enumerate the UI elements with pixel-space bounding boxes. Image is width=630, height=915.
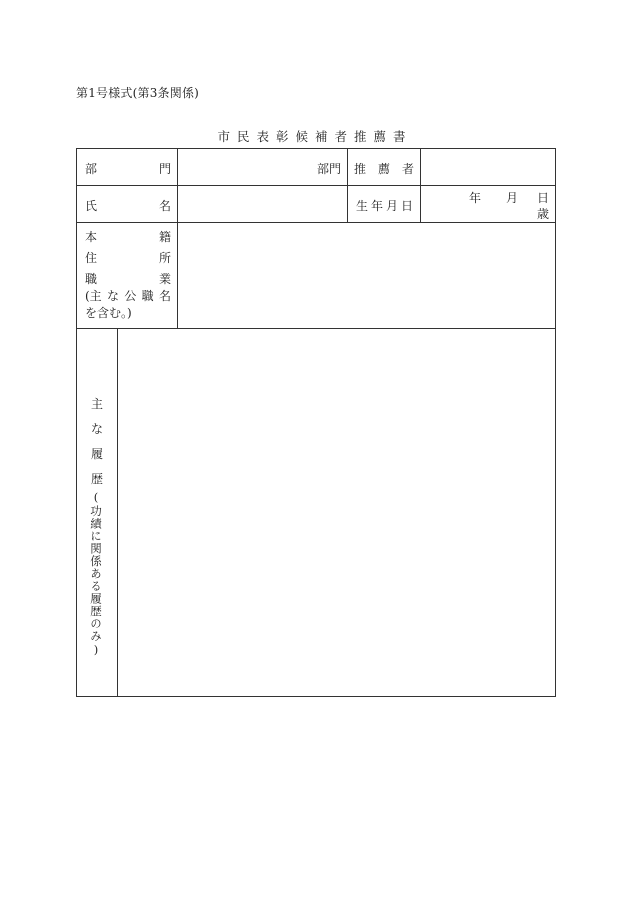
domicile-address-occupation-field[interactable]: [178, 223, 555, 328]
address-char: 住: [85, 251, 98, 265]
name-label: [85, 197, 171, 214]
birth-year-unit: 年: [469, 191, 482, 205]
department-field[interactable]: [178, 149, 347, 185]
birthdate-field[interactable]: [421, 186, 555, 222]
personal-info-labels: [85, 229, 171, 322]
age-unit: 歳: [536, 207, 549, 221]
history-note: (功績に関係ある履歴のみ): [89, 490, 103, 658]
history-label: [77, 329, 117, 696]
registered-domicile-char: 籍: [158, 230, 171, 244]
recommender-label-char: 者: [401, 162, 414, 176]
address-char: 所: [158, 251, 171, 265]
main-history-char: 歴: [90, 472, 103, 486]
recommendation-form-table: [76, 148, 556, 697]
name-label-char: 氏: [85, 199, 98, 213]
birthdate-label-char: 生: [356, 199, 369, 213]
birthdate-label-char: 年: [370, 199, 383, 213]
history-field[interactable]: [118, 329, 555, 696]
recommender-label-char: 薦: [377, 162, 390, 176]
occupation-note-end: を含む。): [85, 306, 132, 320]
occupation-note-char: 公: [124, 289, 137, 303]
birthdate-label: [356, 197, 413, 214]
main-history-char: 履: [90, 447, 103, 461]
address-label: [85, 250, 171, 271]
occupation-char: 業: [158, 272, 171, 286]
name-label-char: 名: [158, 199, 171, 213]
document-title: 市民表彰候補者推薦書: [217, 129, 413, 144]
recommender-label: [354, 160, 414, 177]
main-history-char: 主: [90, 397, 103, 411]
birth-month-unit: 月: [506, 191, 519, 205]
birthdate-label-char: 日: [400, 199, 413, 213]
department-label-char: 門: [158, 162, 171, 176]
column-divider: [347, 149, 348, 222]
recommender-label-char: 推: [354, 162, 367, 176]
birth-day-unit: 日: [536, 191, 549, 205]
department-label: [85, 160, 171, 177]
occupation-label: [85, 271, 171, 288]
recommender-field[interactable]: [421, 149, 555, 185]
birthdate-label-char: 月: [385, 199, 398, 213]
occupation-note-char: (主: [85, 289, 102, 303]
occupation-char: 職: [85, 272, 98, 286]
registered-domicile-char: 本: [85, 230, 98, 244]
form-number: 第1号様式(第3条関係): [76, 86, 200, 100]
main-history-label: [77, 392, 117, 492]
registered-domicile-label: [85, 229, 171, 250]
main-history-char: な: [90, 422, 103, 436]
department-suffix: 部門: [316, 162, 341, 176]
occupation-note-char: 名: [158, 289, 171, 303]
department-label-char: 部: [85, 162, 98, 176]
occupation-note: [85, 288, 171, 305]
occupation-note-char: 職: [141, 289, 154, 303]
name-field[interactable]: [178, 186, 347, 222]
occupation-note-char: な: [107, 289, 120, 303]
